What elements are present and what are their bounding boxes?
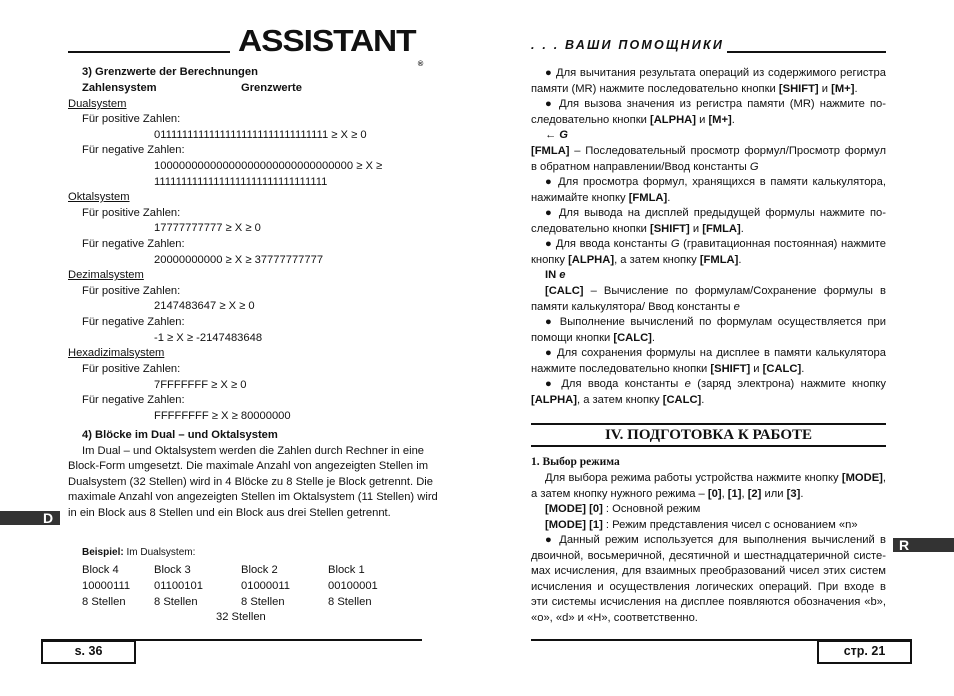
language-tab-d — [0, 511, 60, 525]
blocks-para-line-5: in ein Block aus 8 Stellen und ein Block aus drei Stellen getrennt. — [68, 507, 391, 519]
decimal-negative-range: -1 ≥ X ≥ -2147483648 — [154, 332, 263, 344]
ru-para-1: ● Для вычитания результата операций из содержимого регистра памяти (MR) нажмите последовательно кнопки [SHIFT] и [M+]. — [531, 67, 886, 95]
blocks-para-line-3: Dualsystem (32 Stellen) wird in 4 Blöcke zu 8 Stelle je Block getrennt. Die — [68, 476, 434, 488]
total-digits: 32 Stellen — [216, 611, 266, 623]
right-header-line — [727, 51, 886, 53]
right-page-number-text: стр. 21 — [843, 644, 886, 658]
ru-arrow-g: ← G — [545, 129, 568, 141]
ru-para-2: ● Для вызова значения из регистра памяти (MR) нажмите по-следовательно кнопки [ALPHA] и [M+]. — [531, 98, 886, 126]
example-text: Im Dualsystem: — [123, 547, 196, 558]
ru-in-e: IN e — [545, 269, 566, 281]
ru-mode-desc: ● Данный режим используется для выполнения вычислений в двоичной, восьмеричной, десятичной и шестнадцатеричной систе-мах исчисления, для взаимных преобразований чисел этих систем исчисления и осуществления логических операций. При входе в эти системы исчисления на дисплее появляются обозначения «b», «o», «d» и «H», соответственно. — [531, 534, 886, 624]
dual-system-label: Dualsystem — [68, 98, 127, 110]
ru-mode-para: Для выбора режима работы устройства нажмите кнопку [MODE], а затем кнопку нужного режима – [0], [1], [2] или [3]. — [531, 472, 886, 500]
ru-para-7: ● Для сохранения формулы на дисплее в памяти калькулятора нажмите последовательно кнопки [SHIFT] и [CALC]. — [531, 347, 886, 375]
blocks-para-line-4: maximale Anzahl von angezeigten Stellen im Oktalsystem (11 Stellen) wird — [68, 491, 438, 503]
example-line — [82, 545, 195, 561]
hex-negative-label: Für negative Zahlen: — [82, 394, 185, 406]
block-3-digits: 8 Stellen — [154, 596, 198, 608]
octal-negative-label: Für negative Zahlen: — [82, 238, 185, 250]
ru-para-4: ● Для вывода на дисплей предыдущей формулы нажмите по-следовательно кнопки [SHIFT] и [FMLA]. — [531, 207, 886, 235]
dual-negative-label: Für negative Zahlen: — [82, 144, 185, 156]
left-header-line — [68, 51, 230, 53]
hex-negative-range: FFFFFFFF ≥ X ≥ 80000000 — [154, 410, 291, 422]
decimal-positive-label: Für positive Zahlen: — [82, 285, 181, 297]
section-title: 3) Grenzwerte der Berechnungen — [82, 66, 258, 78]
left-page-number — [41, 640, 136, 664]
block-2-value: 01000011 — [241, 580, 290, 592]
ru-para-5: ● Для ввода константы G (гравитационная постоянная) нажмите кнопку [ALPHA], а затем кнопку [FMLA]. — [531, 238, 887, 266]
octal-negative-range: 20000000000 ≥ X ≥ 37777777777 — [154, 254, 324, 266]
block-4-name: Block 4 — [82, 564, 119, 576]
block-3-value: 01100101 — [154, 580, 203, 592]
decimal-negative-label: Für negative Zahlen: — [82, 316, 185, 328]
dual-negative-range-2: 11111111111111111111111111111111 — [154, 176, 328, 188]
decimal-positive-range: 2147483647 ≥ X ≥ 0 — [154, 300, 255, 312]
octal-system-label: Oktalsystem — [68, 191, 130, 203]
assistant-logo: ASSISTANT® — [238, 23, 424, 68]
hex-positive-range: 7FFFFFFF ≥ X ≥ 0 — [154, 379, 247, 391]
dual-negative-range-1: 10000000000000000000000000000000 ≥ X ≥ — [154, 160, 383, 172]
block-1-digits: 8 Stellen — [328, 596, 372, 608]
blocks-title: 4) Blöcke im Dual – und Oktalsystem — [82, 429, 278, 441]
right-page-number — [817, 640, 912, 664]
subsection-heading: 1. Выбор режима — [531, 456, 620, 468]
left-page-number-text: s. 36 — [74, 644, 103, 658]
dual-positive-label: Für positive Zahlen: — [82, 113, 181, 125]
block-4-digits: 8 Stellen — [82, 596, 126, 608]
ru-mode-0: [MODE] [0] : Основной режим — [545, 503, 701, 515]
tab-letter-r: R — [899, 537, 910, 553]
ru-fmla-desc: [FMLA] – Последовательный просмотр формул/Просмотр формул в обратном направлении/Ввод константы G — [531, 145, 886, 173]
decimal-system-label: Dezimalsystem — [68, 269, 144, 281]
col-number-system: Zahlensystem — [82, 82, 157, 94]
block-3-name: Block 3 — [154, 564, 191, 576]
hex-positive-label: Für positive Zahlen: — [82, 363, 181, 375]
ru-mode-1: [MODE] [1] : Режим представления чисел с основанием «n» — [545, 519, 858, 531]
language-tab-r — [893, 538, 954, 552]
ru-calc-desc: [CALC] – Вычисление по формулам/Сохранение формулы в памяти калькулятора/ Ввод константы e — [531, 285, 886, 313]
ru-para-6: ● Выполнение вычислений по формулам осуществляется при помощи кнопки [CALC]. — [531, 316, 886, 344]
block-2-digits: 8 Stellen — [241, 596, 285, 608]
block-2-name: Block 2 — [241, 564, 278, 576]
hex-system-label: Hexadizimalsystem — [68, 347, 165, 359]
octal-positive-label: Für positive Zahlen: — [82, 207, 181, 219]
block-1-value: 00100001 — [328, 580, 378, 592]
col-limits: Grenzwerte — [241, 82, 302, 94]
block-4-value: 10000111 — [82, 580, 131, 592]
ru-para-3: ● Для просмотра формул, хранящихся в памяти калькулятора, нажимайте кнопку [FMLA]. — [531, 176, 886, 204]
dual-positive-range: 01111111111111111111111111111111 ≥ X ≥ 0 — [154, 129, 367, 141]
right-header-title: . . . ВАШИ ПОМОЩНИКИ — [531, 38, 725, 52]
blocks-para-line-1: Im Dual – und Oktalsystem werden die Zahlen durch Rechner in eine — [82, 445, 425, 457]
block-1-name: Block 1 — [328, 564, 365, 576]
ru-para-8: ● Для ввода константы e (заряд электрона) нажмите кнопку [ALPHA], а затем кнопку [CALC]. — [531, 378, 886, 406]
section-heading: IV. ПОДГОТОВКА К РАБОТЕ — [531, 423, 886, 447]
example-label: Beispiel: — [82, 547, 124, 558]
octal-positive-range: 17777777777 ≥ X ≥ 0 — [154, 222, 261, 234]
tab-letter-d: D — [43, 510, 54, 526]
blocks-para-line-2: Block-Form umgesetzt. Die maximale Anzahl von angezeigten Stellen im — [68, 460, 429, 472]
